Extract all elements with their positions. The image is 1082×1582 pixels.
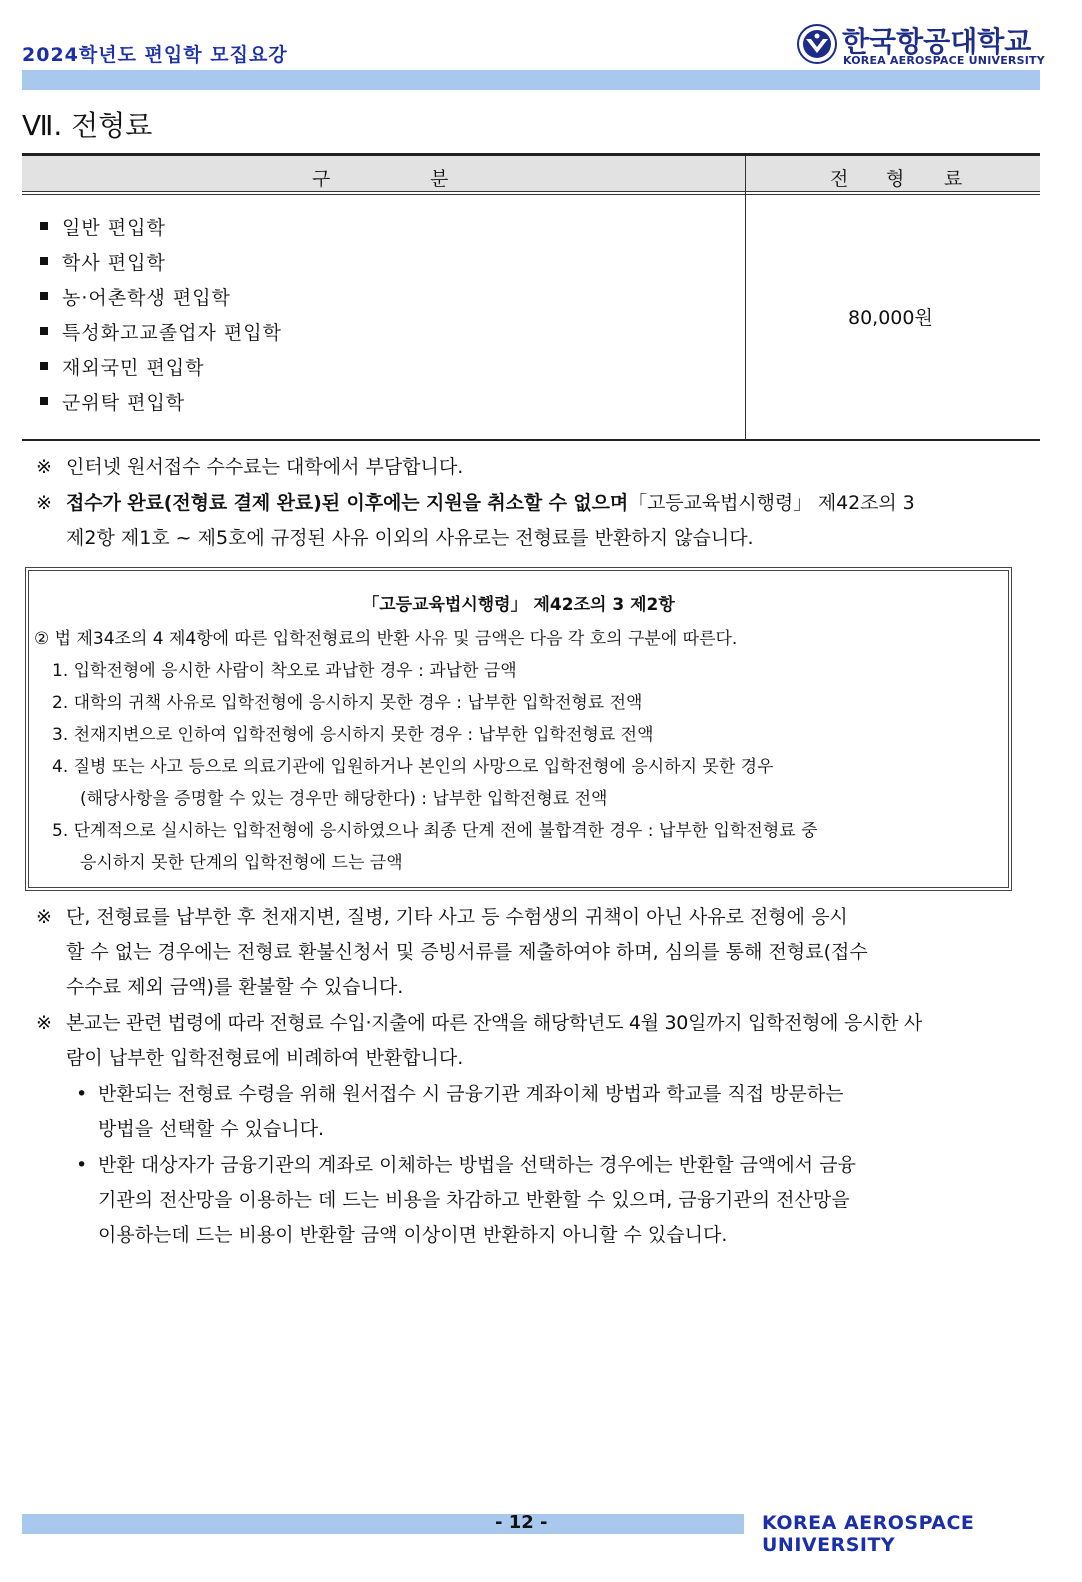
footer-bar [22,1514,744,1534]
note-3-line-2: 할 수 없는 경우에는 전형료 환불신청서 및 증빙서류를 제출하여야 하며, 심의를 통해 전형료(접수 [66,941,868,963]
law-item-3: 3. 천재지변으로 인하여 입학전형에 응시하지 못한 경우 : 납부한 입학전형료 전액 [52,725,654,745]
table-bottom-rule [22,439,1040,441]
reference-mark: ※ [36,906,52,928]
page-number: - 12 - [495,1512,548,1533]
note-1 [36,450,463,485]
law-item-4-continued: (해당사항을 증명할 수 있는 경우만 해당한다) : 납부한 입학전형료 전액 [80,789,608,809]
bullet-dot-icon: • [76,1083,88,1105]
note-3-line-3: 수수료 제외 금액)를 환불할 수 있습니다. [66,976,404,998]
reference-mark: ※ [36,492,52,514]
category-label: 농·어촌학생 편입학 [62,287,231,309]
law-item-1: 1. 입학전형에 응시한 사람이 착오로 과납한 경우 : 과납한 금액 [52,661,517,681]
bullet-2-line-2: 기관의 전산망을 이용하는 데 드는 비용을 차감하고 반환할 수 있으며, 금융기관의 전산망을 [98,1189,850,1211]
square-bullet-icon [40,292,48,300]
university-logo [797,22,1045,70]
bullet-2 [76,1148,856,1183]
fee-amount: 80,000원 [848,307,933,329]
note-1-text: 인터넷 원서접수 수수료는 대학에서 부담합니다. [66,456,464,478]
list-item [40,281,282,316]
square-bullet-icon [40,327,48,335]
list-item [40,316,282,351]
bullet-2-line-3: 이용하는데 드는 비용이 반환할 금액 이상이면 반환하지 아니할 수 있습니다. [98,1224,728,1246]
bullet-dot-icon: • [76,1154,88,1176]
header-fee-char1: 전 [830,168,849,190]
category-label: 군위탁 편입학 [62,392,186,414]
note-4-line-2: 람이 납부한 입학전형료에 비례하여 반환합니다. [66,1047,464,1069]
category-label: 재외국민 편입학 [62,357,205,379]
reference-mark: ※ [36,1012,52,1034]
list-item [40,386,282,421]
law-intro: ② 법 제34조의 4 제4항에 따른 입학전형료의 반환 사유 및 금액은 다음 각 호의 구분에 따른다. [34,629,738,649]
category-label: 학사 편입학 [62,252,166,274]
law-item-2: 2. 대학의 귀책 사유로 입학전형에 응시하지 못한 경우 : 납부한 입학전형료 전액 [52,693,643,713]
reference-mark: ※ [36,456,52,478]
law-item-5: 5. 단계적으로 실시하는 입학전형에 응시하였으나 최종 단계 전에 불합격한 경우 : 납부한 입학전형료 중 [52,821,818,841]
document-title: 2024학년도 편입학 모집요강 [22,44,288,66]
header-fee-char2: 형 [886,168,905,190]
note-2-continued: 제2항 제1호 ~ 제5호에 규정된 사유 이외의 사유로는 전형료를 반환하지 않습니다. [66,527,754,549]
note-4 [36,1006,922,1041]
law-excerpt-box [25,567,1012,891]
square-bullet-icon [40,222,48,230]
header-fee-char3: 료 [944,168,963,190]
bullet-1-text: 반환되는 전형료 수령을 위해 원서접수 시 금융기관 계좌이체 방법과 학교를 직접 방문하는 [98,1083,844,1105]
note-2-bold-text: 접수가 완료(전형료 결제 완료)된 이후에는 지원을 취소할 수 없으며 [66,492,629,514]
header-category-char1: 구 [312,168,331,190]
square-bullet-icon [40,397,48,405]
bullet-2-text: 반환 대상자가 금융기관의 계좌로 이체하는 방법을 선택하는 경우에는 반환할 금액에서 금융 [98,1154,856,1176]
square-bullet-icon [40,257,48,265]
logo-korean-name: 한국항공대학교 [842,25,1032,58]
category-list [40,211,282,421]
university-seal-icon [797,24,837,64]
header-bar [22,70,1040,90]
law-item-5-continued: 응시하지 못한 단계의 입학전형에 드는 금액 [80,853,403,873]
law-title: 「고등교육법시행령」 제42조의 3 제2항 [362,595,675,615]
table-column-divider [745,156,746,440]
square-bullet-icon [40,362,48,370]
section-title: Ⅶ. 전형료 [22,109,153,142]
logo-english-name: KOREA AEROSPACE UNIVERSITY [843,54,1045,67]
note-3 [36,900,848,935]
bullet-1 [76,1077,844,1112]
table-header-rule [22,191,1040,192]
table-header-rule-double [22,194,1040,195]
bullet-1-line-2: 방법을 선택할 수 있습니다. [98,1118,325,1140]
list-item [40,351,282,386]
footer-university-name: KOREA AEROSPACE UNIVERSITY [762,1512,975,1556]
category-label: 일반 편입학 [62,217,166,239]
table-header-row [22,156,1040,191]
header-category-char2: 분 [430,168,449,190]
note-2 [36,486,915,521]
note-4-text: 본교는 관련 법령에 따라 전형료 수입·지출에 따른 잔액을 해당학년도 4월 30일까지 입학전형에 응시한 사 [66,1012,922,1034]
note-3-text: 단, 전형료를 납부한 후 천재지변, 질병, 기타 사고 등 수험생의 귀책이 아닌 사유로 전형에 응시 [66,906,848,928]
fee-table [22,153,1040,441]
note-2-text: 「고등교육법시행령」 제42조의 3 [628,492,915,514]
list-item [40,211,282,246]
category-label: 특성화고교졸업자 편입학 [62,322,282,344]
list-item [40,246,282,281]
law-item-4: 4. 질병 또는 사고 등으로 의료기관에 입원하거나 본인의 사망으로 입학전형에 응시하지 못한 경우 [52,757,774,777]
